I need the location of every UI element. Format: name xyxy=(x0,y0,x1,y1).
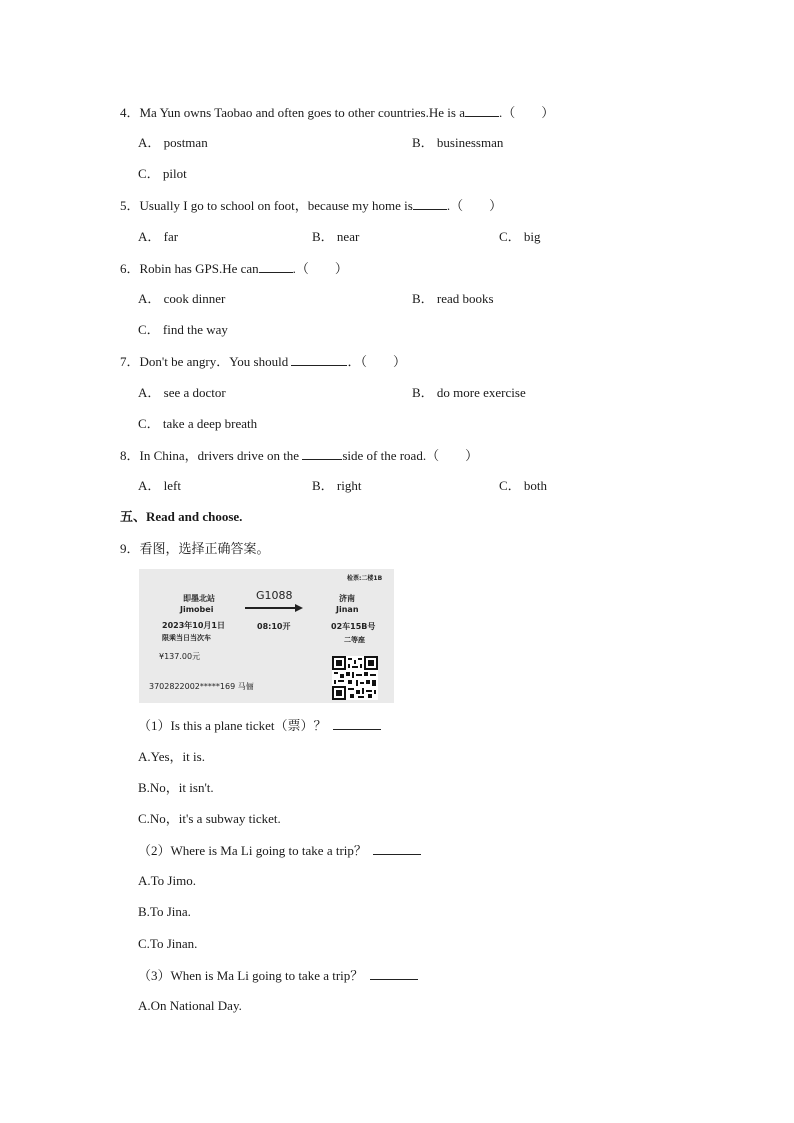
option-a[interactable]: A． cook dinner xyxy=(138,291,226,306)
option-c[interactable]: C． big xyxy=(499,229,541,244)
answer-blank[interactable] xyxy=(333,717,381,730)
section-heading: 五、Read and choose. xyxy=(120,509,243,524)
sub-question-3 xyxy=(138,967,418,984)
answer-blank[interactable] xyxy=(302,447,342,460)
ticket-from-cn: 即墨北站 xyxy=(183,594,215,603)
ticket-time: 08:10开 xyxy=(257,622,291,631)
sub-question-2 xyxy=(138,842,421,859)
option-b[interactable]: B． near xyxy=(312,229,360,244)
answer-blank[interactable] xyxy=(465,104,499,117)
ticket-seat: 02车15B号 xyxy=(331,622,376,631)
question-4: 4．Ma Yun owns Taobao and often goes to other countries.He is a .（ ） xyxy=(120,105,555,120)
question-9-stem: 9．看图，选择正确答案。 xyxy=(120,541,270,556)
ticket-to-en: Jinan xyxy=(336,605,359,614)
option-a[interactable]: A.On National Day. xyxy=(138,998,242,1013)
qr-code-icon xyxy=(332,656,378,700)
option-a[interactable]: A． far xyxy=(138,229,179,244)
option-b[interactable]: B． do more exercise xyxy=(412,385,526,400)
sub-question-text: （3）When is Ma Li going to take a trip？ xyxy=(138,968,364,983)
option-b[interactable]: B． read books xyxy=(412,291,494,306)
option-b[interactable]: B． businessman xyxy=(412,135,504,150)
ticket-gate: 检票:二楼1B xyxy=(347,575,383,582)
question-stem: 8．In China，drivers drive on the xyxy=(120,448,300,463)
ticket-passenger-id: 3702822002*****169 马俪 xyxy=(149,682,254,691)
arrow-icon xyxy=(243,603,303,613)
question-stem: 4．Ma Yun owns Taobao and often goes to other countries.He is a xyxy=(120,105,465,120)
option-a[interactable]: A． postman xyxy=(138,135,208,150)
option-a[interactable]: A.Yes，it is. xyxy=(138,749,205,764)
ticket-to-cn: 济南 xyxy=(339,594,355,603)
answer-blank[interactable] xyxy=(259,260,293,273)
ticket-date: 2023年10月1日 xyxy=(162,621,225,630)
answer-blank[interactable] xyxy=(413,197,447,210)
question-8: 8．In China，drivers drive on the side of the road.（ ） xyxy=(120,448,479,463)
option-c[interactable]: C.No，it's a subway ticket. xyxy=(138,811,281,826)
ticket-train-no: G1088 xyxy=(256,589,293,602)
sub-question-text: （1）Is this a plane ticket（票）？ xyxy=(138,718,327,733)
option-a[interactable]: A． left xyxy=(138,478,181,493)
answer-blank[interactable] xyxy=(373,842,421,855)
option-c[interactable]: C.To Jinan. xyxy=(138,936,198,951)
sub-question-text: （2）Where is Ma Li going to take a trip？ xyxy=(138,843,367,858)
question-6: 6．Robin has GPS.He can .（ ） xyxy=(120,261,348,276)
option-a[interactable]: A． see a doctor xyxy=(138,385,226,400)
sub-question-1 xyxy=(138,717,381,734)
question-stem: 5．Usually I go to school on foot，because my home is xyxy=(120,198,413,213)
ticket-from-en: Jimobei xyxy=(180,605,214,614)
option-c[interactable]: C． take a deep breath xyxy=(138,416,258,431)
answer-blank[interactable] xyxy=(370,967,418,980)
question-stem: 7．Don't be angry．You should xyxy=(120,354,289,369)
question-5: 5．Usually I go to school on foot，because my home is .（ ） xyxy=(120,198,503,213)
question-7: 7．Don't be angry．You should ．（ ） xyxy=(120,354,406,369)
question-stem: 6．Robin has GPS.He can xyxy=(120,261,259,276)
option-b[interactable]: B.No，it isn't. xyxy=(138,780,214,795)
option-a[interactable]: A.To Jimo. xyxy=(138,873,196,888)
ticket-price: ¥137.00元 xyxy=(159,652,201,661)
ticket-restriction: 限乘当日当次车 xyxy=(162,634,211,642)
option-c[interactable]: C． both xyxy=(499,478,548,493)
option-c[interactable]: C． pilot xyxy=(138,166,187,181)
answer-blank[interactable] xyxy=(291,353,347,366)
ticket-class: 二等座 xyxy=(344,636,365,644)
option-b[interactable]: B.To Jina. xyxy=(138,904,191,919)
train-ticket-image xyxy=(139,569,394,703)
option-b[interactable]: B． right xyxy=(312,478,362,493)
option-c[interactable]: C． find the way xyxy=(138,322,228,337)
